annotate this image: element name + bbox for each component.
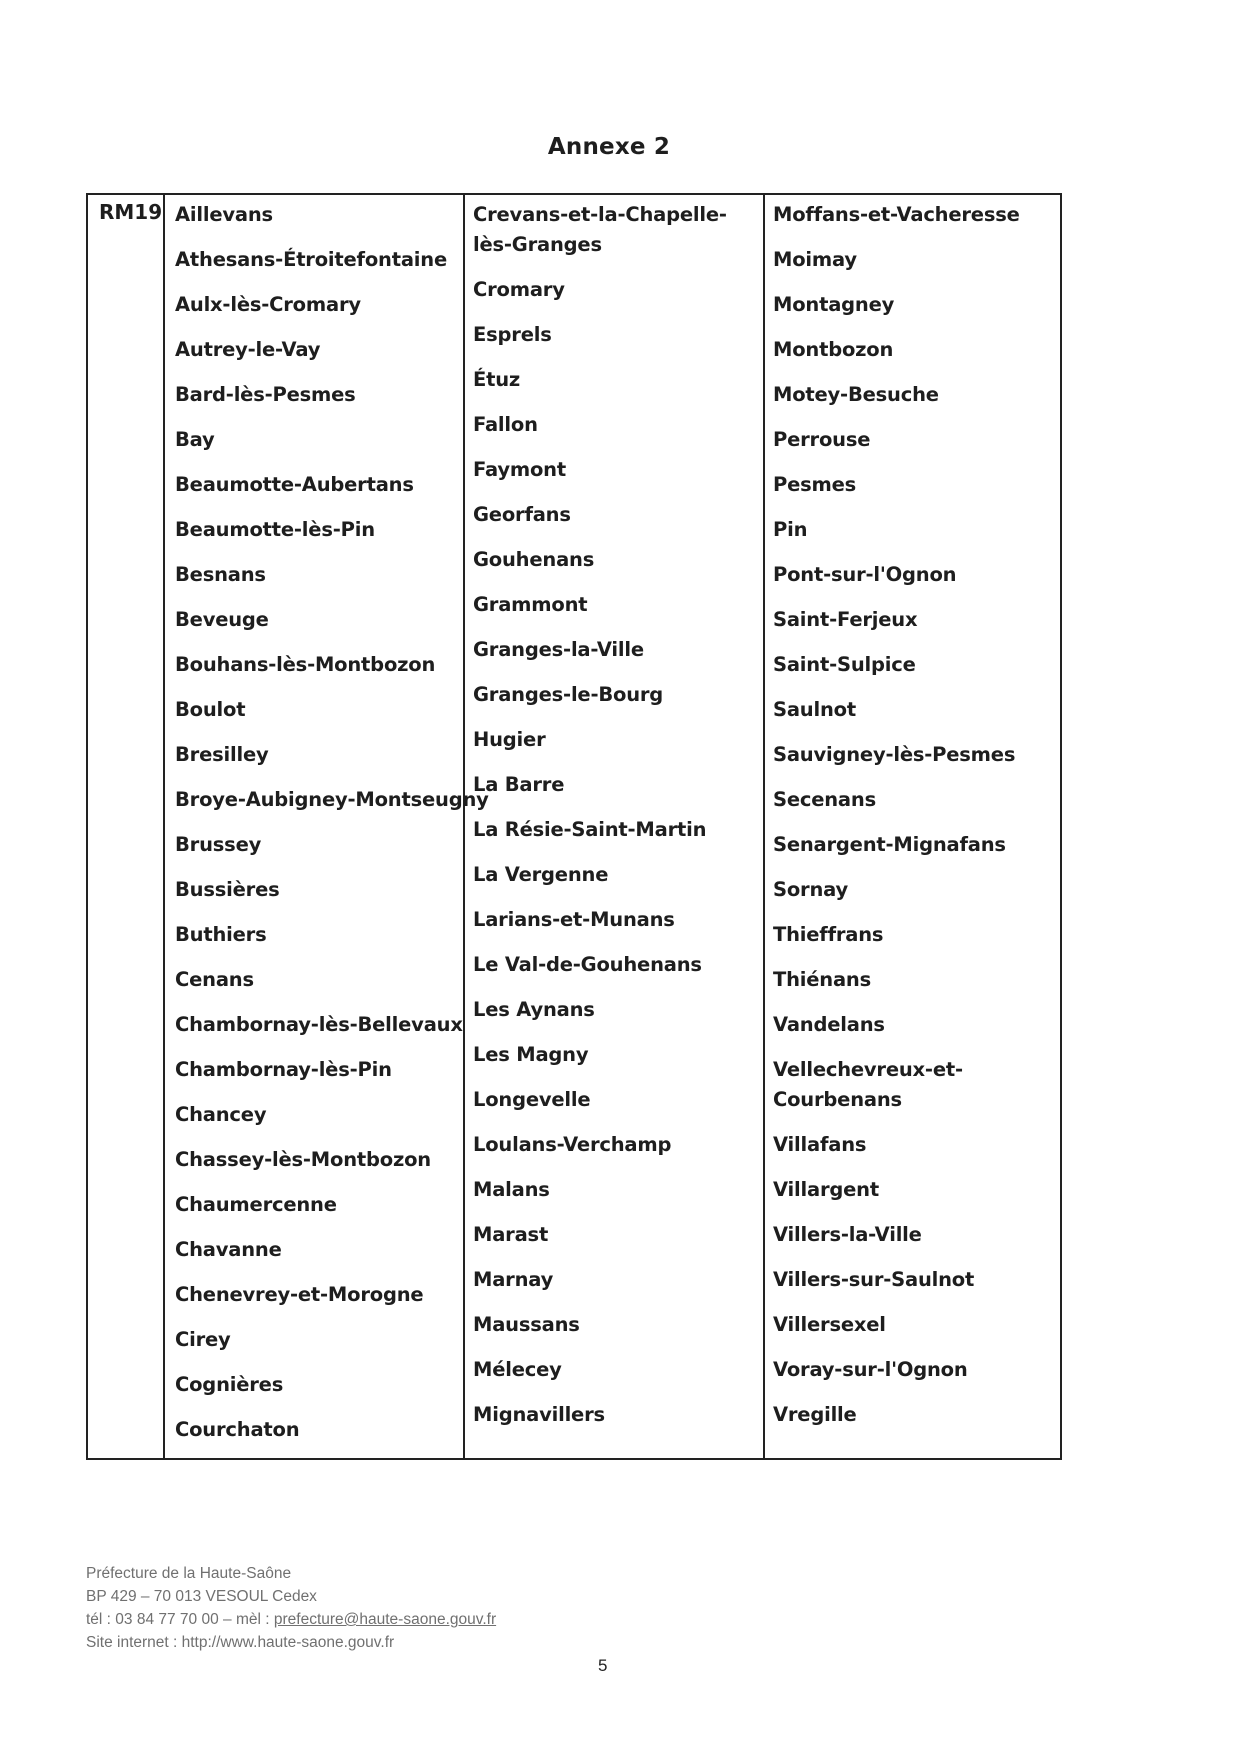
commune-item: Cenans [175, 968, 254, 991]
commune-item: Georfans [473, 503, 571, 526]
footer-org: Préfecture de la Haute-Saône [86, 1565, 292, 1582]
commune-item: Brussey [175, 833, 262, 856]
commune-item: Étuz [473, 368, 521, 391]
commune-item: Marast [473, 1223, 549, 1246]
commune-item: Villersexel [773, 1313, 886, 1336]
email-link[interactable]: prefecture@haute-saone.gouv.fr [273, 1611, 497, 1628]
commune-item: Les Magny [473, 1043, 589, 1066]
commune-item: Beaumotte-lès-Pin [175, 518, 375, 541]
commune-item: Aulx-lès-Cromary [175, 293, 361, 316]
commune-item: Bussières [175, 878, 280, 901]
commune-item: Cromary [473, 278, 565, 301]
commune-item: Boulot [175, 698, 246, 721]
commune-item: Maussans [473, 1313, 580, 1336]
commune-item: Chaumercenne [175, 1193, 337, 1216]
commune-item: Crevans-et-la-Chapelle-lès-Granges [473, 203, 727, 256]
commune-item: Malans [473, 1178, 550, 1201]
commune-item: Motey-Besuche [773, 383, 939, 406]
commune-item: Montbozon [773, 338, 894, 361]
commune-item: Secenans [773, 788, 876, 811]
commune-item: Saint-Ferjeux [773, 608, 918, 631]
commune-item: Longevelle [473, 1088, 591, 1111]
commune-item: Voray-sur-l'Ognon [773, 1358, 968, 1381]
commune-item: Loulans-Verchamp [473, 1133, 672, 1156]
commune-item: Besnans [175, 563, 266, 586]
commune-item: Montagney [773, 293, 895, 316]
footer [86, 1562, 496, 1654]
commune-item: Moffans-et-Vacheresse [773, 203, 1020, 226]
commune-item: La Barre [473, 773, 565, 796]
commune-item: Perrouse [773, 428, 871, 451]
commune-item: Bresilley [175, 743, 269, 766]
page-number: 5 [598, 1656, 608, 1675]
commune-item: Esprels [473, 323, 552, 346]
commune-item: Courchaton [175, 1418, 300, 1441]
commune-item: Beaumotte-Aubertans [175, 473, 414, 496]
commune-item: Thieffrans [773, 923, 884, 946]
commune-item: Gouhenans [473, 548, 595, 571]
commune-item: Grammont [473, 593, 588, 616]
commune-item: Bouhans-lès-Montbozon [175, 653, 436, 676]
commune-item: Chambornay-lès-Bellevaux [175, 1013, 463, 1036]
commune-item: Bay [175, 428, 215, 451]
commune-item: Autrey-le-Vay [175, 338, 321, 361]
commune-item: Pin [773, 518, 808, 541]
commune-item: Chenevrey-et-Morogne [175, 1283, 424, 1306]
commune-item: Villers-sur-Saulnot [773, 1268, 975, 1291]
commune-item: Beveuge [175, 608, 269, 631]
communes-table [86, 193, 1062, 1460]
commune-item: Hugier [473, 728, 546, 751]
commune-item: Chassey-lès-Montbozon [175, 1148, 431, 1171]
communes-column-2 [465, 195, 765, 1458]
commune-item: Athesans-Étroitefontaine [175, 248, 447, 271]
commune-item: Sornay [773, 878, 849, 901]
commune-item: Chancey [175, 1103, 267, 1126]
commune-item: Le Val-de-Gouhenans [473, 953, 702, 976]
commune-item: Mignavillers [473, 1403, 605, 1426]
footer-contact [86, 1608, 496, 1631]
commune-item: Moimay [773, 248, 857, 271]
commune-item: Pesmes [773, 473, 857, 496]
commune-item: Villargent [773, 1178, 879, 1201]
commune-item: Villers-la-Ville [773, 1223, 922, 1246]
commune-item: Cirey [175, 1328, 231, 1351]
commune-item: Mélecey [473, 1358, 562, 1381]
commune-item: Vregille [773, 1403, 857, 1426]
commune-item: Pont-sur-l'Ognon [773, 563, 957, 586]
commune-item: Granges-le-Bourg [473, 683, 664, 706]
commune-item: La Vergenne [473, 863, 609, 886]
communes-column-1 [165, 195, 489, 1458]
commune-item: Faymont [473, 458, 566, 481]
commune-item: Buthiers [175, 923, 267, 946]
footer-phone: tél : 03 84 77 70 00 – mèl : [86, 1611, 274, 1628]
commune-item: Sauvigney-lès-Pesmes [773, 743, 1016, 766]
commune-item: Vellechevreux-et-Courbenans [773, 1058, 963, 1111]
commune-item: Granges-la-Ville [473, 638, 644, 661]
commune-item: Fallon [473, 413, 538, 436]
commune-item: La Résie-Saint-Martin [473, 818, 707, 841]
commune-item: Vandelans [773, 1013, 885, 1036]
commune-item: Saint-Sulpice [773, 653, 916, 676]
commune-item: Chambornay-lès-Pin [175, 1058, 392, 1081]
commune-item: Bard-lès-Pesmes [175, 383, 356, 406]
commune-item: Larians-et-Munans [473, 908, 675, 931]
commune-item: Saulnot [773, 698, 856, 721]
commune-item: Les Aynans [473, 998, 595, 1021]
commune-item: Marnay [473, 1268, 554, 1291]
page-title: Annexe 2 [547, 134, 671, 160]
communes-column-3 [765, 195, 1060, 1458]
commune-item: Broye-Aubigney-Montseugny [175, 788, 489, 811]
commune-item: Thiénans [773, 968, 872, 991]
commune-item: Cognières [175, 1373, 284, 1396]
footer-address: BP 429 – 70 013 VESOUL Cedex [86, 1588, 317, 1605]
zone-code: RM19 [88, 195, 165, 1458]
commune-item: Senargent-Mignafans [773, 833, 1006, 856]
commune-item: Aillevans [175, 203, 273, 226]
commune-item: Chavanne [175, 1238, 282, 1261]
commune-item: Villafans [773, 1133, 867, 1156]
footer-website: Site internet : http://www.haute-saone.gouv.fr [86, 1634, 395, 1651]
